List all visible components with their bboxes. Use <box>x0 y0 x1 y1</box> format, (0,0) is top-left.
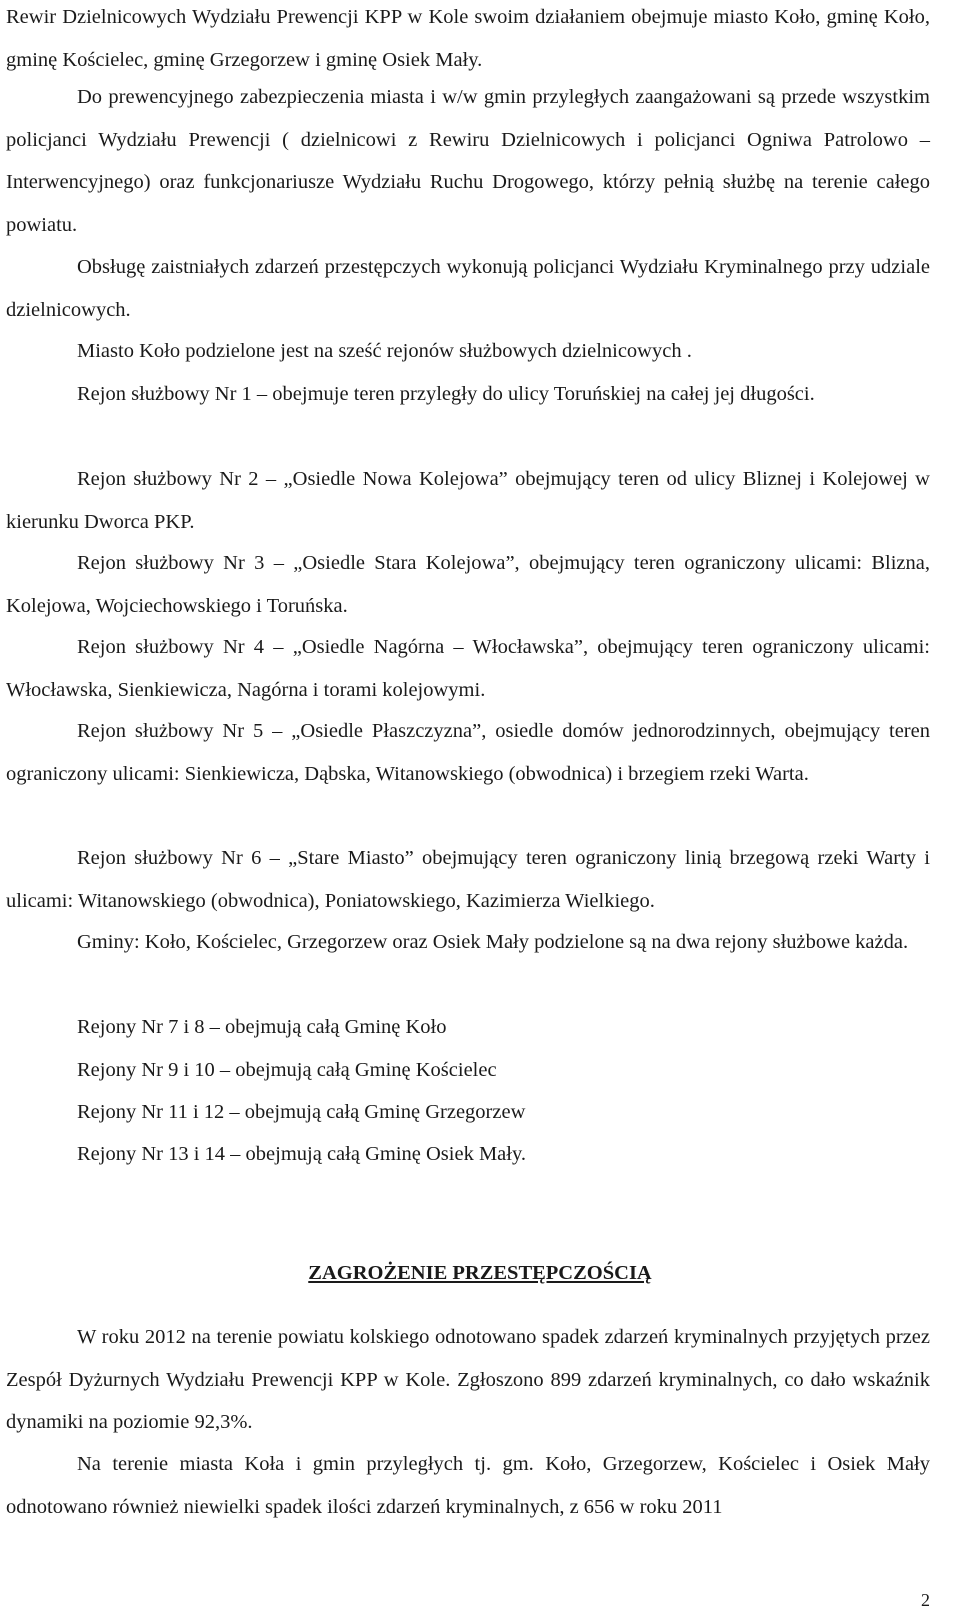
paragraph-rejon-5: Rejon służbowy Nr 5 – „Osiedle Płaszczyzna”, osiedle domów jednorodzinnych, obejmujący teren ograniczony ulicami: Sienkiewicza, Dąbska, Witanowskiego (obwodnica) i brzegiem rzeki Warta. <box>6 720 930 785</box>
paragraph-kolo: Na terenie miasta Koła i gmin przyległych tj. gm. Koło, Grzegorzew, Kościelec i Osiek Mały odnotowano również niewielki spadek ilości zdarzeń kryminalnych, z 656 w roku 2011 <box>6 1453 930 1518</box>
paragraph-prewencja: Do prewencyjnego zabezpieczenia miasta i w/w gmin przyległych zaangażowani są przede wszystkim policjanci Wydziału Prewencji ( dzielnicowi z Rewiru Dzielnicowych i policjanci Ogniwa Patrolowo – Interwencyjnego) oraz funkcjonariusze Wydziału Ruchu Drogowego, którzy pełnią służbę na terenie całego powiatu. <box>6 86 930 236</box>
paragraph-rejon-3: Rejon służbowy Nr 3 – „Osiedle Stara Kolejowa”, obejmujący teren ograniczony ulicami: Blizna, Kolejowa, Wojciechowskiego i Toruńska. <box>6 552 930 617</box>
paragraph-rewir: Rewir Dzielnicowych Wydziału Prewencji KPP w Kole swoim działaniem obejmuje miasto Koło, gminę Koło, gminę Kościelec, gminę Grzegorzew i gminę Osiek Mały. <box>6 6 930 71</box>
paragraph-obsluga: Obsługę zaistniałych zdarzeń przestępczych wykonują policjanci Wydziału Kryminalnego przy udziale dzielnicowych. <box>6 256 930 321</box>
paragraph-rejon-1: Rejon służbowy Nr 1 – obejmuje teren przyległy do ulicy Toruńskiej na całej jej długości. <box>77 383 815 405</box>
paragraph-rejon-6: Rejon służbowy Nr 6 – „Stare Miasto” obejmujący teren ograniczony linią brzegową rzeki Warty i ulicami: Witanowskiego (obwodnica), Poniatowskiego, Kazimierza Wielkiego. <box>6 847 930 912</box>
list-item-rejony-11-12: Rejony Nr 11 i 12 – obejmują całą Gminę Grzegorzew <box>77 1101 526 1123</box>
paragraph-rejon-2: Rejon służbowy Nr 2 – „Osiedle Nowa Kolejowa” obejmujący teren od ulicy Bliznej i Kolejowej w kierunku Dworca PKP. <box>6 468 930 533</box>
paragraph-miasto: Miasto Koło podzielone jest na sześć rejonów służbowych dzielnicowych . <box>77 340 692 362</box>
paragraph-2012: W roku 2012 na terenie powiatu kolskiego odnotowano spadek zdarzeń kryminalnych przyjętych przez Zespół Dyżurnych Wydziału Prewencji KPP w Kole. Zgłoszono 899 zdarzeń kryminalnych, co dało wskaźnik dynamiki na poziomie 92,3%. <box>6 1326 930 1433</box>
list-item-rejony-9-10: Rejony Nr 9 i 10 – obejmują całą Gminę Kościelec <box>77 1059 497 1081</box>
list-item-rejony-7-8: Rejony Nr 7 i 8 – obejmują całą Gminę Koło <box>77 1016 447 1038</box>
paragraph-gminy: Gminy: Koło, Kościelec, Grzegorzew oraz Osiek Mały podzielone są na dwa rejony służbowe każda. <box>77 931 909 953</box>
section-heading: ZAGROŻENIE PRZESTĘPCZOŚCIĄ <box>308 1262 652 1284</box>
page-number: 2 <box>921 1590 930 1610</box>
list-item-rejony-13-14: Rejony Nr 13 i 14 – obejmują całą Gminę Osiek Mały. <box>77 1143 527 1165</box>
paragraph-rejon-4: Rejon służbowy Nr 4 – „Osiedle Nagórna – Włocławska”, obejmujący teren ograniczony ulicami: Włocławska, Sienkiewicza, Nagórna i torami kolejowymi. <box>6 636 930 701</box>
